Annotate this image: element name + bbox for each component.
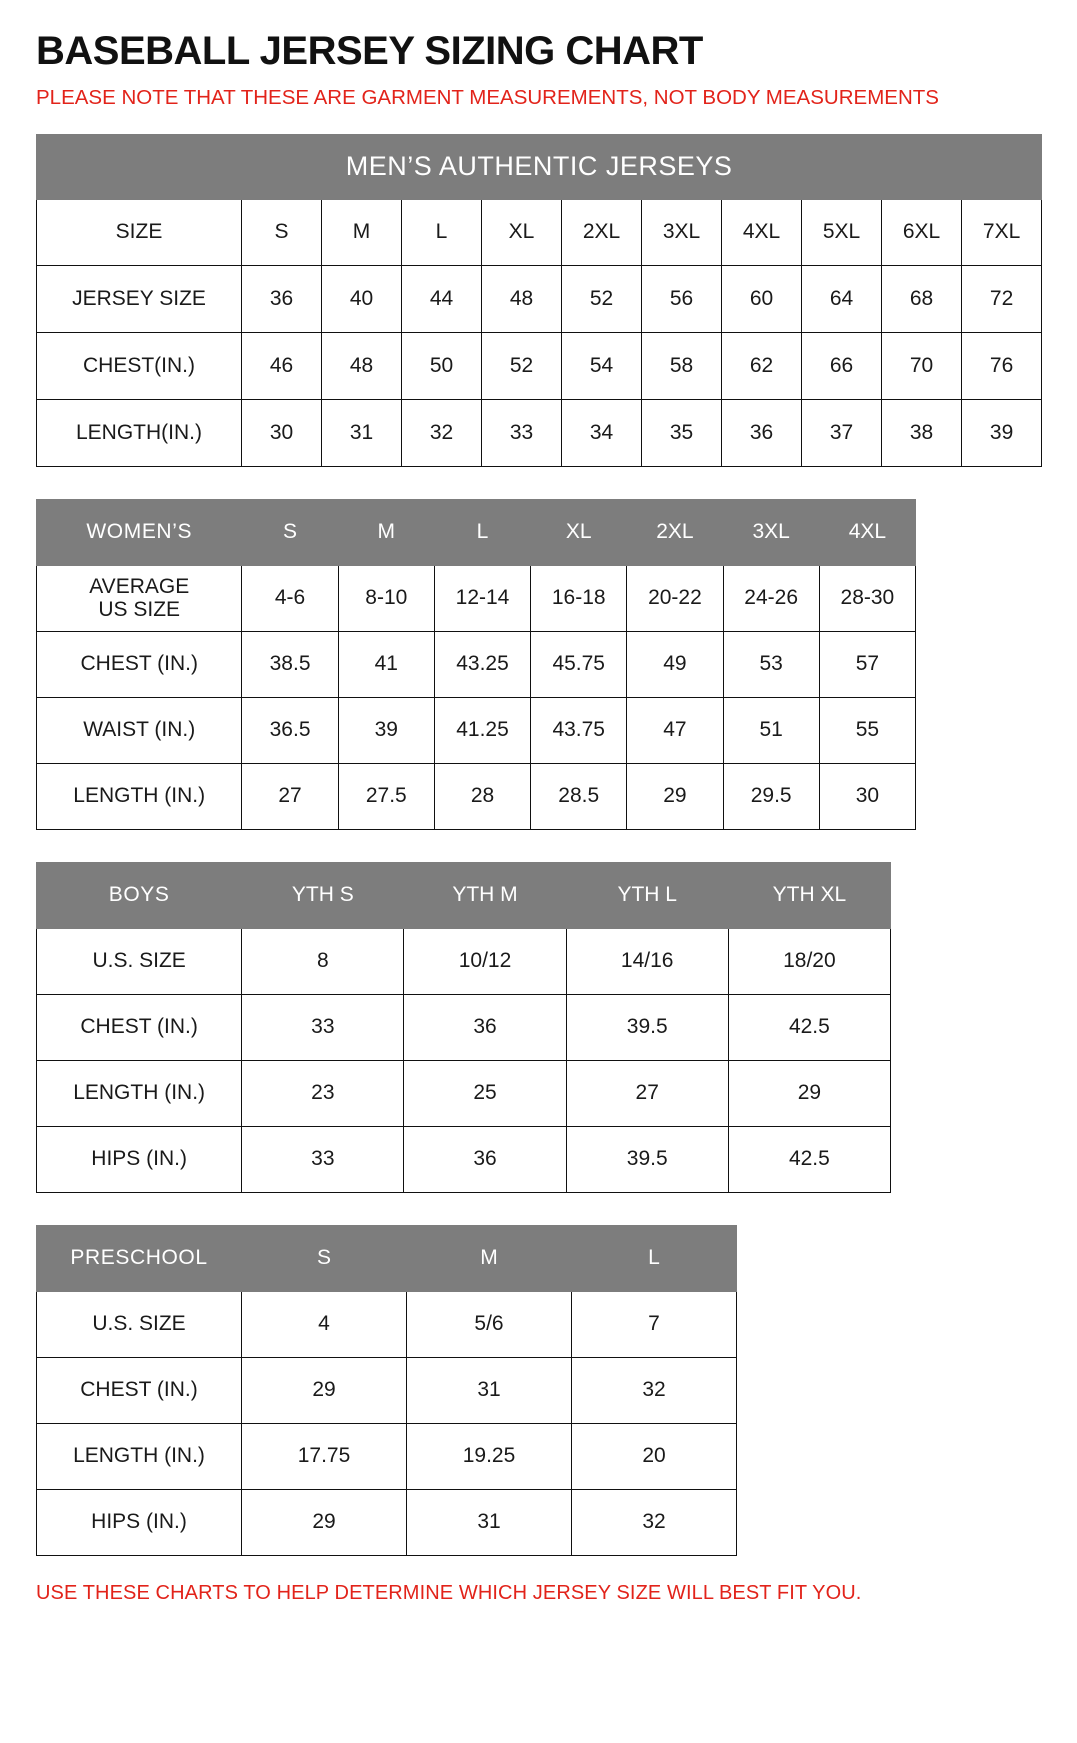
- measurement-cell: 33: [242, 1126, 404, 1192]
- size-header-cell: 4XL: [819, 499, 915, 565]
- measurement-cell: 32: [402, 399, 482, 466]
- size-header-cell: YTH S: [242, 862, 404, 928]
- measurement-cell: 36: [404, 1126, 566, 1192]
- measurement-cell: 72: [962, 265, 1042, 332]
- table-row: [37, 332, 1042, 399]
- size-header-cell: S: [242, 1225, 407, 1291]
- measurement-cell: 25: [404, 1060, 566, 1126]
- measurement-cell: 57: [819, 631, 915, 697]
- table-corner-label: BOYS: [37, 862, 242, 928]
- measurement-cell: 33: [482, 399, 562, 466]
- size-header-cell: YTH L: [566, 862, 728, 928]
- table-row: [37, 399, 1042, 466]
- measurement-cell: 5/6: [407, 1291, 572, 1357]
- size-header-cell: 3XL: [642, 199, 722, 265]
- measurement-cell: 28-30: [819, 565, 915, 631]
- measurement-cell: 19.25: [407, 1423, 572, 1489]
- table-row: [37, 631, 916, 697]
- size-header-cell: L: [434, 499, 530, 565]
- table-row: [37, 565, 916, 631]
- measurement-cell: 36: [404, 994, 566, 1060]
- table-row: [37, 1126, 891, 1192]
- measurement-cell: 53: [723, 631, 819, 697]
- measurement-cell: 39.5: [566, 1126, 728, 1192]
- measurement-cell: 35: [642, 399, 722, 466]
- measurement-cell: 31: [407, 1357, 572, 1423]
- measurement-cell: 40: [322, 265, 402, 332]
- row-label-cell: LENGTH (IN.): [37, 1423, 242, 1489]
- measurement-cell: 37: [802, 399, 882, 466]
- size-header-cell: 3XL: [723, 499, 819, 565]
- row-label-cell: HIPS (IN.): [37, 1489, 242, 1555]
- measurement-cell: 27.5: [338, 763, 434, 829]
- table-row: [37, 1489, 737, 1555]
- measurement-cell: 76: [962, 332, 1042, 399]
- row-label-cell: CHEST (IN.): [37, 631, 242, 697]
- measurement-cell: 62: [722, 332, 802, 399]
- measurement-cell: 29: [728, 1060, 890, 1126]
- measurement-cell: 30: [242, 399, 322, 466]
- measurement-cell: 28: [434, 763, 530, 829]
- measurement-cell: 66: [802, 332, 882, 399]
- measurement-cell: 33: [242, 994, 404, 1060]
- measurement-cell: 41: [338, 631, 434, 697]
- row-label-cell: U.S. SIZE: [37, 1291, 242, 1357]
- measurement-cell: 50: [402, 332, 482, 399]
- measurement-cell: 39: [338, 697, 434, 763]
- measurement-cell: 7: [572, 1291, 737, 1357]
- measurement-cell: 55: [819, 697, 915, 763]
- page-title: BASEBALL JERSEY SIZING CHART: [36, 29, 703, 73]
- measurement-cell: 31: [407, 1489, 572, 1555]
- row-label-cell: LENGTH (IN.): [37, 763, 242, 829]
- measurement-cell: 51: [723, 697, 819, 763]
- size-header-cell: L: [402, 199, 482, 265]
- measurement-cell: 32: [572, 1489, 737, 1555]
- row-label-cell: AVERAGE US SIZE: [37, 565, 242, 631]
- size-header-cell: 4XL: [722, 199, 802, 265]
- measurement-cell: 29: [242, 1357, 407, 1423]
- measurement-cell: 20: [572, 1423, 737, 1489]
- measurement-cell: 52: [562, 265, 642, 332]
- row-label-cell: CHEST(IN.): [37, 332, 242, 399]
- measurement-cell: 41.25: [434, 697, 530, 763]
- table-row: [37, 1060, 891, 1126]
- measurement-cell: 47: [627, 697, 723, 763]
- table-row: [37, 1357, 737, 1423]
- row-label-cell: LENGTH(IN.): [37, 399, 242, 466]
- measurement-cell: 64: [802, 265, 882, 332]
- measurement-cell: 31: [322, 399, 402, 466]
- measurement-cell: 42.5: [728, 994, 890, 1060]
- size-header-cell: M: [407, 1225, 572, 1291]
- measurement-cell: 20-22: [627, 565, 723, 631]
- row-label-cell: LENGTH (IN.): [37, 1060, 242, 1126]
- table-row: [37, 697, 916, 763]
- table-header-row: [37, 1225, 737, 1291]
- measurement-cell: 54: [562, 332, 642, 399]
- measurement-cell: 18/20: [728, 928, 890, 994]
- size-header-cell: XL: [482, 199, 562, 265]
- measurement-cell: 10/12: [404, 928, 566, 994]
- measurement-cell: 34: [562, 399, 642, 466]
- table-row: [37, 994, 891, 1060]
- table-corner-label: SIZE: [37, 199, 242, 265]
- table-row: [37, 763, 916, 829]
- measurement-cell: 28.5: [531, 763, 627, 829]
- measurement-cell: 23: [242, 1060, 404, 1126]
- footer-note: USE THESE CHARTS TO HELP DETERMINE WHICH JERSEY SIZE WILL BEST FIT YOU.: [36, 1581, 862, 1604]
- preschool-sizing-table: [36, 1225, 737, 1556]
- measurement-cell: 60: [722, 265, 802, 332]
- measurement-cell: 46: [242, 332, 322, 399]
- table-header-row: [37, 199, 1042, 265]
- measurement-cell: 12-14: [434, 565, 530, 631]
- size-header-cell: M: [338, 499, 434, 565]
- row-label-cell: CHEST (IN.): [37, 1357, 242, 1423]
- table-banner-row: [37, 134, 1042, 199]
- size-header-cell: 2XL: [627, 499, 723, 565]
- measurement-cell: 49: [627, 631, 723, 697]
- measurement-cell: 27: [566, 1060, 728, 1126]
- size-header-cell: S: [242, 499, 338, 565]
- size-header-cell: YTH XL: [728, 862, 890, 928]
- measurement-cell: 17.75: [242, 1423, 407, 1489]
- table-row: [37, 265, 1042, 332]
- measurement-cell: 38: [882, 399, 962, 466]
- measurement-cell: 70: [882, 332, 962, 399]
- size-header-cell: 7XL: [962, 199, 1042, 265]
- row-label-cell: CHEST (IN.): [37, 994, 242, 1060]
- measurement-cell: 48: [482, 265, 562, 332]
- row-label-cell: JERSEY SIZE: [37, 265, 242, 332]
- measurement-cell: 4: [242, 1291, 407, 1357]
- measurement-cell: 45.75: [531, 631, 627, 697]
- measurement-cell: 43.25: [434, 631, 530, 697]
- measurement-cell: 32: [572, 1357, 737, 1423]
- size-header-cell: S: [242, 199, 322, 265]
- measurement-cell: 24-26: [723, 565, 819, 631]
- measurement-cell: 29.5: [723, 763, 819, 829]
- measurement-cell: 39.5: [566, 994, 728, 1060]
- measurement-cell: 56: [642, 265, 722, 332]
- measurement-cell: 27: [242, 763, 338, 829]
- boys-sizing-table: [36, 862, 891, 1193]
- table-header-row: [37, 499, 916, 565]
- size-header-cell: L: [572, 1225, 737, 1291]
- row-label-cell: HIPS (IN.): [37, 1126, 242, 1192]
- size-header-cell: M: [322, 199, 402, 265]
- size-header-cell: XL: [531, 499, 627, 565]
- measurement-cell: 16-18: [531, 565, 627, 631]
- row-label-cell: WAIST (IN.): [37, 697, 242, 763]
- womens-sizing-table: [36, 499, 916, 830]
- measurement-cell: 8: [242, 928, 404, 994]
- row-label-cell: U.S. SIZE: [37, 928, 242, 994]
- measurement-cell: 48: [322, 332, 402, 399]
- measurement-cell: 52: [482, 332, 562, 399]
- size-header-cell: YTH M: [404, 862, 566, 928]
- measurement-cell: 36: [242, 265, 322, 332]
- measurement-cell: 38.5: [242, 631, 338, 697]
- table-corner-label: PRESCHOOL: [37, 1225, 242, 1291]
- table-row: [37, 1423, 737, 1489]
- measurement-cell: 44: [402, 265, 482, 332]
- measurement-cell: 4-6: [242, 565, 338, 631]
- size-header-cell: 6XL: [882, 199, 962, 265]
- measurement-cell: 36.5: [242, 697, 338, 763]
- measurement-cell: 30: [819, 763, 915, 829]
- measurement-cell: 58: [642, 332, 722, 399]
- measurement-cell: 29: [627, 763, 723, 829]
- table-row: [37, 1291, 737, 1357]
- measurement-cell: 39: [962, 399, 1042, 466]
- table-header-row: [37, 862, 891, 928]
- measurement-cell: 29: [242, 1489, 407, 1555]
- table-corner-label: WOMEN’S: [37, 499, 242, 565]
- measurement-cell: 8-10: [338, 565, 434, 631]
- measurement-cell: 68: [882, 265, 962, 332]
- table-banner-label: MEN’S AUTHENTIC JERSEYS: [37, 134, 1042, 199]
- measurement-cell: 42.5: [728, 1126, 890, 1192]
- measurement-note: PLEASE NOTE THAT THESE ARE GARMENT MEASUREMENTS, NOT BODY MEASUREMENTS: [36, 86, 939, 109]
- measurement-cell: 14/16: [566, 928, 728, 994]
- measurement-cell: 36: [722, 399, 802, 466]
- table-row: [37, 928, 891, 994]
- size-header-cell: 5XL: [802, 199, 882, 265]
- mens-sizing-table: [36, 134, 1042, 467]
- size-header-cell: 2XL: [562, 199, 642, 265]
- measurement-cell: 43.75: [531, 697, 627, 763]
